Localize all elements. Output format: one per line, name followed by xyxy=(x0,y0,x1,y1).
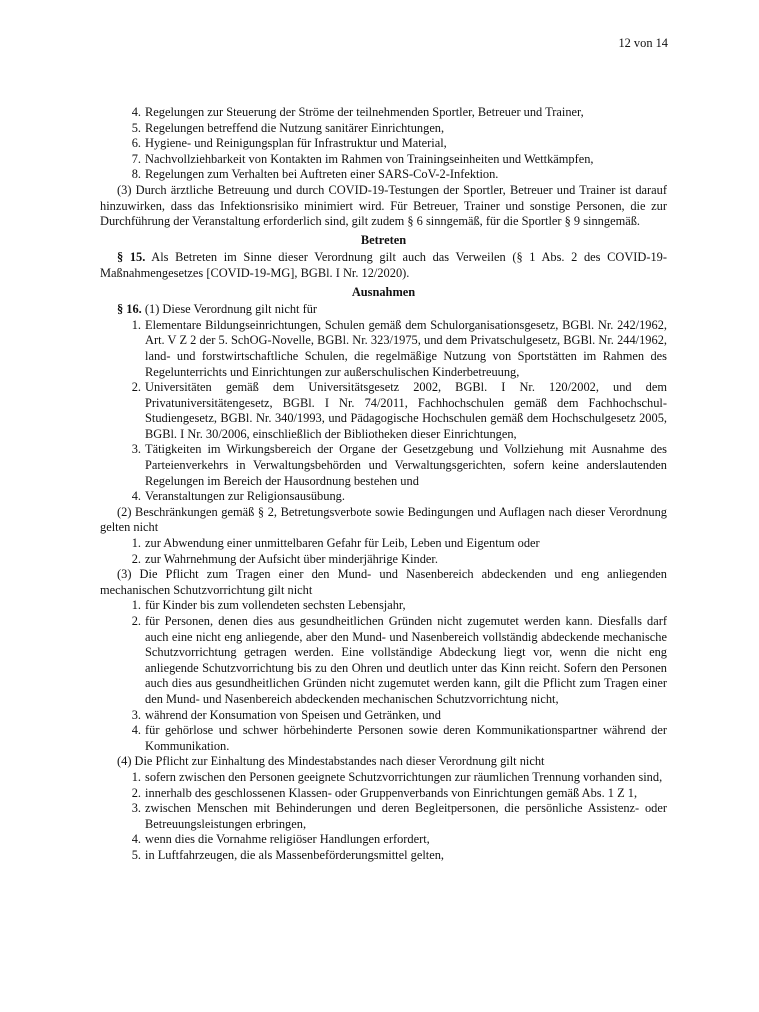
section-16-label: § 16. xyxy=(117,302,142,317)
list-item: 7. Nachvollziehbarkeit von Kontakten im Rahmen von Trainingseinheiten und Wettkämpfen, xyxy=(131,151,594,166)
heading-betreten: Betreten xyxy=(360,232,407,247)
list-d xyxy=(100,598,667,754)
list-c xyxy=(100,536,667,567)
list-item: 1. Elementare Bildungseinrichtungen, Schulen gemäß dem Schulorganisationsgesetz, BGBl. Nr. 242/1962, Art. V Z 2 der 5. SchOG-Novelle, BGBl. Nr. 323/1975, und dem Privatschulgesetz, BGBl. Nr. 244/1962, land- und forstwirtschaftliche Schulen, die regelmäßige Nutzung von Sportstätten im Rahmen des Regelunterrichts und Einrichtungen zur außerschulischen Kinderbetreuung, xyxy=(131,317,667,379)
list-item: 1. sofern zwischen den Personen geeignete Schutzvorrichtungen zur räumlichen Trennung vorhanden sind, xyxy=(131,769,663,784)
list-item: 1. zur Abwendung einer unmittelbaren Gefahr für Leib, Leben und Eigentum oder xyxy=(131,536,540,551)
list-item: 1. für Kinder bis zum vollendeten sechsten Lebensjahr, xyxy=(131,598,406,613)
list-item: 5. in Luftfahrzeugen, die als Massenbeförderungsmittel gelten, xyxy=(131,847,444,862)
heading-ausnahmen: Ausnahmen xyxy=(351,284,416,299)
list-item: 3. während der Konsumation von Speisen und Getränken, und xyxy=(131,707,441,722)
section-15-text: Als Betreten im Sinne dieser Verordnung gilt auch das Verweilen (§ 1 Abs. 2 des COVID-19-Maßnahmengesetzes [COVID-19-MG], BGBl. I Nr. 12/2020). xyxy=(100,250,667,280)
list-item: 4. Regelungen zur Steuerung der Ströme der teilnehmenden Sportler, Betreuer und Trainer, xyxy=(131,105,584,119)
list-item: 3. zwischen Menschen mit Behinderungen und deren Begleitpersonen, die persönliche Assistenz- oder Betreuungsleistungen erbringen, xyxy=(131,801,667,831)
section-15 xyxy=(100,250,667,281)
paragraph-3: (3) Durch ärztliche Betreuung und durch COVID-19-Testungen der Sportler, Betreuer und Trainer ist darauf hinzuwirken, dass das Infektionsrisiko minimiert wird. Für Betreuer, Trainer und sonstige Personen, die zur Durchführung der Veranstaltung erforderlich sind, gilt zudem § 6 sinngemäß, für die Sportler § 9 sinngemäß. xyxy=(100,182,667,229)
list-item: 6. Hygiene- und Reinigungsplan für Infrastruktur und Material, xyxy=(131,136,447,151)
list-item: 3. Tätigkeiten im Wirkungsbereich der Organe der Gesetzgebung und Vollziehung mit Ausnahme des Parteienverkehrs in Verwaltungsbehörden und Verwaltungsgerichten, sofern keine anderslautenden Regelungen im Bereich der Hausordnung bestehen und xyxy=(131,442,667,488)
list-e xyxy=(100,770,667,864)
section-16-text: (1) Diese Verordnung gilt nicht für xyxy=(141,302,318,317)
list-item: 4. Veranstaltungen zur Religionsausübung. xyxy=(131,489,345,504)
list-item: 2. zur Wahrnehmung der Aufsicht über minderjährige Kinder. xyxy=(131,551,438,566)
list-item: 4. für gehörlose und schwer hörbehinderte Personen sowie deren Kommunikationspartner während der Kommunikation. xyxy=(131,723,667,753)
paragraph-4: (4) Die Pflicht zur Einhaltung des Mindestabstandes nach dieser Verordnung gilt nicht xyxy=(117,754,545,769)
list-item: 5. Regelungen betreffend die Nutzung sanitärer Einrichtungen, xyxy=(131,120,445,135)
list-item: 8. Regelungen zum Verhalten bei Auftreten einer SARS-CoV-2-Infektion. xyxy=(131,167,499,182)
list-item: 4. wenn dies die Vornahme religiöser Handlungen erfordert, xyxy=(131,832,430,847)
paragraph-2: (2) Beschränkungen gemäß § 2, Betretungsverbote sowie Bedingungen und Auflagen nach dieser Verordnung gelten nicht xyxy=(100,504,667,535)
page-number: 12 von 14 xyxy=(618,36,668,50)
list-item: 2. innerhalb des geschlossenen Klassen- oder Gruppenverbands von Einrichtungen gemäß Abs. 1 Z 1, xyxy=(131,785,638,800)
section-16 xyxy=(100,302,667,318)
list-b xyxy=(100,318,667,505)
list-item: 2. Universitäten gemäß dem Universitätsgesetz 2002, BGBl. I Nr. 120/2002, und dem Privatuniversitätengesetz, BGBl. I Nr. 74/2011, Fachhochschulen gemäß dem Fachhochschul-Studiengesetz, BGBl. Nr. 340/1993, und Pädagogische Hochschulen gemäß dem Hochschulgesetz 2005, BGBl. I Nr. 30/2006, einschließlich der Bibliotheken dieser Einrichtungen, xyxy=(131,380,667,441)
list-a xyxy=(100,105,667,183)
paragraph-3b: (3) Die Pflicht zum Tragen einer den Mund- und Nasenbereich abdeckenden und eng anliegenden mechanischen Schutzvorrichtung gilt nicht xyxy=(100,567,667,597)
section-15-label: § 15. xyxy=(117,250,146,265)
list-item: 2. für Personen, denen dies aus gesundheitlichen Gründen nicht zugemutet werden kann. Diesfalls darf auch eine nicht eng anliegende, aber den Mund- und Nasenbereich vollständig abdeckende mechanische Schutzvorrichtung getragen werden. Eine vollständige Abdeckung liegt vor, wenn die nicht eng anliegende Schutzvorrichtung bis zu den Ohren und deutlich unter das Kinn reicht. Sofern den Personen auch dies aus gesundheitlichen Gründen nicht zugemutet werden kann, gilt die Pflicht zum Tragen einer den Mund- und Nasenbereich abdeckenden mechanischen Schutzvorrichtung nicht, xyxy=(131,614,667,706)
document-body xyxy=(100,105,667,864)
